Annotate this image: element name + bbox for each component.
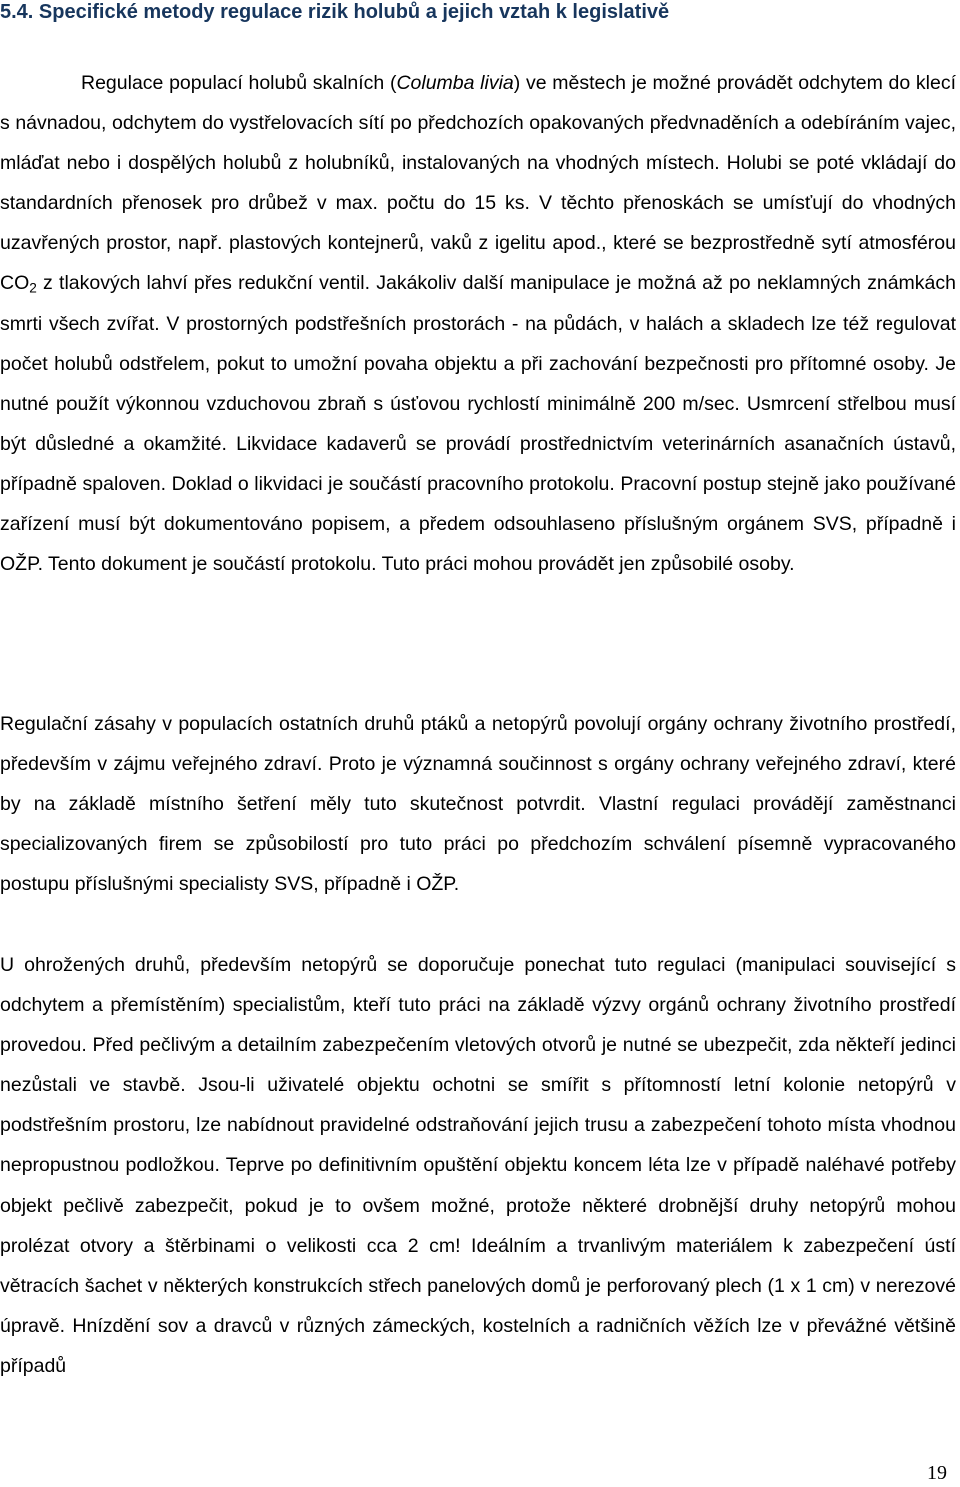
paragraph-text: Regulace populací holubů skalních ( — [81, 72, 397, 94]
paragraph-text: z tlakových lahví přes redukční ventil. Jakákoliv další manipulace je možná až po neklamných známkách smrti všech zvířat. V prostorných podstřešních prostorách - na půdách, v halách a skladech lze též regulovat počet holubů odstřelem, pokut to umožní povaha objektu a při zachování bezpečnosti pro přítomné osoby. Je nutné použít výkonnou vzduchovou zbraň s úsťovou rychlostí minimálně 200 m/sec. Usmrcení střelbou musí být důsledné a okamžité. Likvidace kadaverů se provádí prostřednictvím veterinárních asanačních ústavů, případně spaloven. Doklad o likvidaci je součástí pracovního protokolu. Pracovní postup stejně jako používané zařízení musí být dokumentováno popisem, a předem odsouhlaseno příslušným orgánem SVS, případně i OŽP. Tento dokument je součástí protokolu. Tuto práci mohou provádět jen způsobilé osoby. — [0, 272, 956, 576]
paragraph-text: ) ve městech je možné provádět odchytem do klecí s návnadou, odchytem do vystřelovacích sítí po předchozích opakovaných předvnaděních a odebíráním vajec, mláďat nebo i dospělých holubů z holubníků, instalovaných na vhodných místech. Holubi se poté vkládají do standardních přenosek pro drůbež v max. počtu do 15 ks. V těchto přenoskách se umísťují do vhodných uzavřených prostor, např. plastových kontejnerů, vaků z igelitu apod., které se bezprostředně sytí atmosférou CO — [0, 72, 956, 295]
paragraph-endangered-species: U ohrožených druhů, především netopýrů se doporučuje ponechat tuto regulaci (manipulaci související s odchytem a přemístěním) specialistům, kteří tuto práci na základě výzvy orgánů ochrany životního prostředí provedou. Před pečlivým a detailním zabezpečením vletových otvorů je nutné se ubezpečit, zda někteří jedinci nezůstali ve stavbě. Jsou-li uživatelé objektu ochotni se smířit s přítomností letní kolonie netopýrů v podstřešním prostoru, lze nabídnout pravidelné odstraňování jejich trusu a zabezpečení tohoto místa vhodnou nepropustnou podložkou. Teprve po definitivním opuštění objektu koncem léta lze v případě naléhavé potřeby objekt pečlivě zabezpečit, pokud je to ovšem možné, protože některé drobnější druhy netopýrů mohou prolézat otvory a štěrbinami o velikosti cca 2 cm! Ideálním a trvanlivým materiálem k zabezpečení ústí větracích šachet v některých konstrukcích střech panelových domů je perforovaný plech (1 x 1 cm) v nerezové úpravě. Hnízdění sov a dravců v různých zámeckých, kostelních a radničních věžích lze v převážné většině případů — [0, 954, 956, 1377]
species-latin-name: Columba livia — [396, 72, 514, 94]
section-heading: 5.4. Specifické metody regulace rizik holubů a jejich vztah k legislativě — [0, 1, 670, 23]
page-number: 19 — [927, 1462, 947, 1484]
subscript: 2 — [29, 280, 37, 296]
paragraph-other-species: Regulační zásahy v populacích ostatních druhů ptáků a netopýrů povolují orgány ochrany životního prostředí, především v zájmu veřejného zdraví. Proto je významná součinnost s orgány ochrany veřejného zdraví, které by na základě místního šetření měly tuto skutečnost potvrdit. Vlastní regulaci provádějí zaměstnanci specializovaných firem se způsobilostí pro tuto práci po předchozím schválení písemně vypracovaného postupu příslušnými specialisty SVS, případně i OŽP. — [0, 713, 956, 896]
paragraph-pigeon-regulation — [0, 63, 956, 584]
